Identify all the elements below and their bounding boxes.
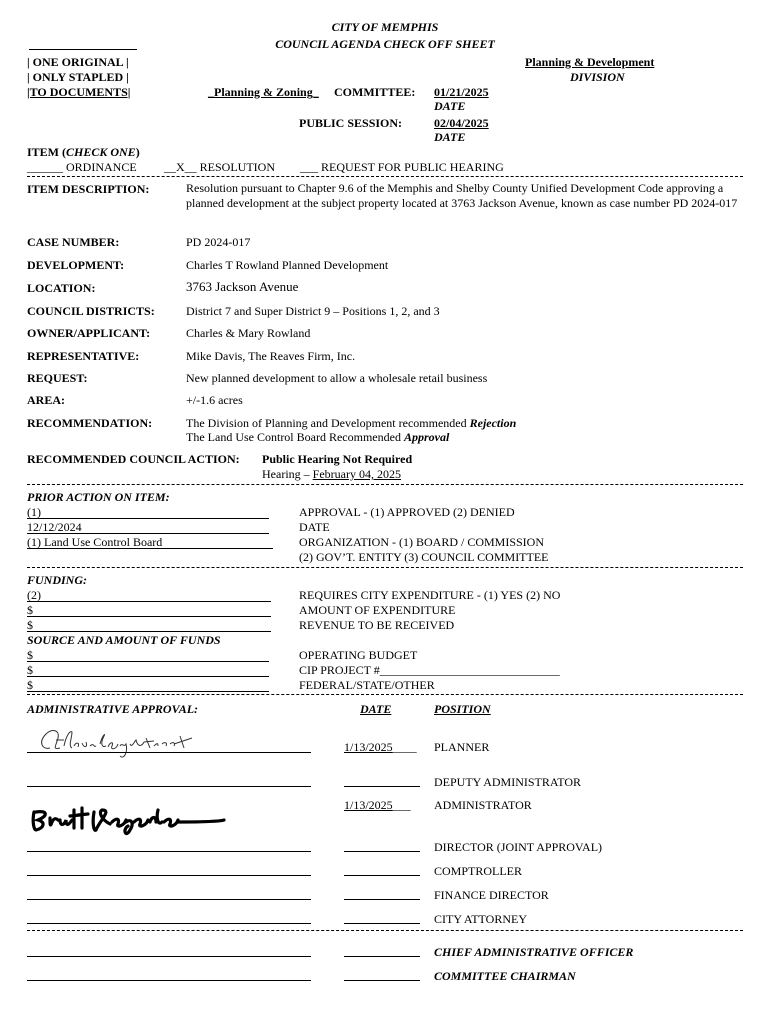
division-label: DIVISION [570,70,625,84]
date-line [344,923,420,924]
funding-desc-6: FEDERAL/STATE/OTHER [299,678,435,692]
funding-field-3: $ [27,618,33,632]
date-line [344,956,420,957]
case-number-label: CASE NUMBER: [27,235,120,249]
hearing-date: February 04, 2025 [312,467,401,481]
prior-organization-field: (1) Land Use Control Board [27,535,163,549]
approval-date-column: DATE [360,702,392,716]
committee-name-text: _Planning & Zoning_ [208,85,319,99]
date-line [344,875,420,876]
funding-field-2: $ [27,603,33,617]
division-name: Planning & Development [525,55,655,69]
hearing-request-option: ___ REQUEST FOR PUBLIC HEARING [300,160,504,174]
funding-desc-3: REVENUE TO BE RECEIVED [299,618,455,632]
signature-line [27,851,311,852]
council-districts-label: COUNCIL DISTRICTS: [27,304,155,318]
approval-position-5: COMPTROLLER [434,864,523,878]
prior-date-field: 12/12/2024 [27,520,82,534]
case-number-value: PD 2024-017 [186,235,251,249]
field-line [27,631,271,632]
prior-approval-field: (1) [27,505,41,519]
ordinance-option: ______ ORDINANCE [27,160,137,174]
prior-organization-desc: ORGANIZATION - (1) BOARD / COMMISSION [299,535,544,549]
public-session-date: 02/04/2025 [434,116,489,130]
signature-line [27,752,311,753]
field-line [27,616,271,617]
approval-date-value: 1/13/2025 [344,798,393,812]
approval-position-column: POSITION [434,702,491,716]
item-description-value: Resolution pursuant to Chapter 9.6 of the Memphis and Shelby County Unified Development Code approving a planned development at the subject property located at 3763 Jackson Avenue, known as case number PD 2024-017 [186,181,738,210]
signature-line [27,923,311,924]
date-blank: ____ [392,740,417,754]
field-line [27,533,269,534]
recommendation-label: RECOMMENDATION: [27,416,153,430]
location-value: 3763 Jackson Avenue [186,279,299,294]
item-check-heading: ITEM (CHECK ONE) [27,145,140,159]
council-action-hearing [262,467,401,481]
rec-line2-verdict: Approval [403,430,450,444]
approval-position-3: ADMINISTRATOR [434,798,532,812]
approval-position-2: DEPUTY ADMINISTRATOR [434,775,582,789]
council-action-label: RECOMMENDED COUNCIL ACTION: [27,452,240,466]
area-label: AREA: [27,393,65,407]
funding-desc-5: CIP PROJECT #______________________________ [299,663,560,677]
committee-name [208,85,319,99]
signature-line [27,875,311,876]
field-line [27,601,271,602]
signature-line [27,980,311,981]
funding-desc-1: REQUIRES CITY EXPENDITURE - (1) YES (2) NO [299,588,561,602]
approval-position-7: CITY ATTORNEY [434,912,527,926]
area-value: +/-1.6 acres [186,393,243,407]
rec-line1-verdict: Rejection [469,416,517,430]
location-label: LOCATION: [27,281,96,295]
stamp-line-2: | ONLY STAPLED | [27,70,129,84]
approval-date-3 [344,798,411,812]
field-line [27,691,269,692]
approval-position-1: PLANNER [434,740,490,754]
signature-image-2 [28,800,228,840]
council-districts-value: District 7 and Super District 9 – Positions 1, 2, and 3 [186,304,440,318]
public-session-date-label: DATE [434,130,466,144]
field-line [27,661,269,662]
prior-organization-desc-2: (2) GOV’T. ENTITY (3) COUNCIL COMMITTEE [299,550,549,564]
field-line [27,676,269,677]
funding-desc-2: AMOUNT OF EXPENDITURE [299,603,456,617]
owner-applicant-label: OWNER/APPLICANT: [27,326,151,340]
source-funds-heading: SOURCE AND AMOUNT OF FUNDS [27,633,221,647]
signature-image-1 [34,726,204,762]
committee-date-label: DATE [434,99,466,113]
field-line [27,548,273,549]
representative-label: REPRESENTATIVE: [27,349,140,363]
page-title: CITY OF MEMPHIS [331,20,439,34]
stamp-top-line [29,49,137,50]
approval-date-1 [344,740,417,754]
request-value: New planned development to allow a wholesale retail business [186,371,488,385]
stamp-line-3: |TO DOCUMENTS| [27,85,131,99]
approval-position-9: COMMITTEE CHAIRMAN [434,969,576,983]
committee-date: 01/21/2025 [434,85,489,99]
funding-desc-4: OPERATING BUDGET [299,648,418,662]
date-line [344,899,420,900]
prior-action-heading: PRIOR ACTION ON ITEM: [27,490,170,504]
rec-line2-prefix: The Land Use Control Board Recommended [186,430,404,444]
approval-position-8: CHIEF ADMINISTRATIVE OFFICER [434,945,634,959]
hearing-prefix: Hearing – [262,467,313,481]
development-label: DEVELOPMENT: [27,258,125,272]
field-line [27,518,269,519]
recommendation-line-2 [186,430,449,444]
funding-field-6: $ [27,678,33,692]
approval-position-4: DIRECTOR (JOINT APPROVAL) [434,840,603,854]
rec-line1-prefix: The Division of Planning and Development recommended [186,416,470,430]
date-line [344,786,420,787]
signature-line [27,956,311,957]
divider [27,694,743,695]
prior-approval-desc: APPROVAL - (1) APPROVED (2) DENIED [299,505,515,519]
approval-heading: ADMINISTRATIVE APPROVAL: [27,702,199,716]
date-line [344,851,420,852]
divider [27,176,743,177]
divider [27,930,743,931]
funding-field-1: (2) [27,588,41,602]
approval-position-6: FINANCE DIRECTOR [434,888,549,902]
item-description-label: ITEM DESCRIPTION: [27,182,150,196]
funding-field-4: $ [27,648,33,662]
divider [27,567,743,568]
resolution-option: __X__ RESOLUTION [164,160,275,174]
page-subtitle: COUNCIL AGENDA CHECK OFF SHEET [275,37,495,51]
date-line [344,980,420,981]
request-label: REQUEST: [27,371,88,385]
funding-field-5: $ [27,663,33,677]
approval-date-value: 1/13/2025 [344,740,393,754]
funding-heading: FUNDING: [27,573,87,587]
stamp-line-1: | ONE ORIGINAL | [27,55,129,69]
divider [27,484,743,485]
owner-applicant-value: Charles & Mary Rowland [186,326,311,340]
date-blank: ___ [392,798,411,812]
signature-line [27,786,311,787]
recommendation-line-1 [186,416,516,430]
development-value: Charles T Rowland Planned Development [186,258,389,272]
committee-label: COMMITTEE: [334,85,416,99]
prior-date-desc: DATE [299,520,330,534]
signature-line [27,899,311,900]
representative-value: Mike Davis, The Reaves Firm, Inc. [186,349,356,363]
public-session-label: PUBLIC SESSION: [299,116,403,130]
council-action-value: Public Hearing Not Required [262,452,413,466]
